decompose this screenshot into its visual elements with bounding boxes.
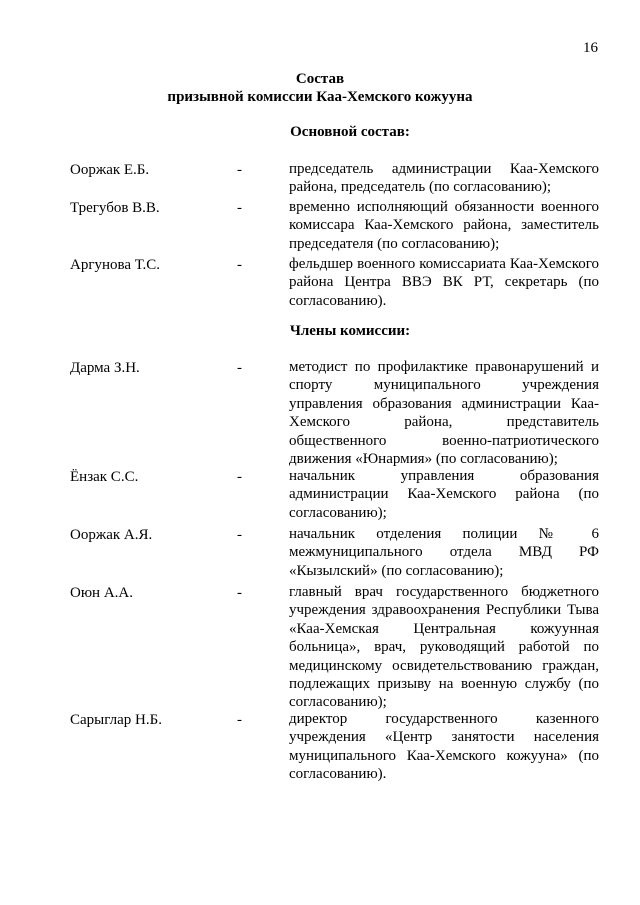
member-description: начальник управления образования администрации Каа-Хемского района (по согласованию);	[289, 468, 599, 521]
document-subtitle: призывной комиссии Каа-Хемского кожууна	[167, 89, 473, 105]
member-name: Дарма З.Н.	[70, 360, 140, 376]
member-dash: -	[237, 469, 242, 485]
member-dash: -	[237, 162, 242, 178]
member-description: временно исполняющий обязанности военного комиссара Каа-Хемского района, заместитель председателя (по согласованию);	[289, 199, 599, 252]
member-description: главный врач государственного бюджетного учреждения здравоохранения Республики Тыва «Каа-Хемская Центральная кожуунная больница», врач, руководящий работой по медицинскому освидетельствованию граждан, подлежащих призыву на военную службу (по согласованию);	[289, 584, 599, 711]
member-description: начальник отделения полиции № 6 межмуниципального отдела МВД РФ «Кызылский» (по согласованию);	[289, 526, 599, 579]
member-dash: -	[237, 200, 242, 216]
member-name: Ооржак А.Я.	[70, 527, 153, 543]
member-description: методист по профилактике правонарушений и спорту муниципального учреждения управления образования администрации Каа-Хемского района, представитель общественного военно-патриотического движения «Юнармия» (по согласованию);	[289, 359, 599, 468]
member-description: директор государственного казенного учреждения «Центр занятости населения муниципального Каа-Хемского кожууна» (по согласованию).	[289, 711, 599, 783]
member-dash: -	[237, 585, 242, 601]
member-dash: -	[237, 527, 242, 543]
main-composition-heading: Основной состав:	[290, 124, 410, 140]
document-title: Состав	[295, 71, 345, 87]
commission-members-heading: Члены комиссии:	[289, 323, 411, 339]
member-name: Трегубов В.В.	[70, 200, 160, 216]
member-name: Аргунова Т.С.	[70, 257, 160, 273]
member-dash: -	[237, 712, 242, 728]
member-name: Оюн А.А.	[70, 585, 133, 601]
member-name: Ёнзак С.С.	[70, 469, 139, 485]
member-name: Ооржак Е.Б.	[70, 162, 150, 178]
member-name: Сарыглар Н.Б.	[70, 712, 162, 728]
member-dash: -	[237, 257, 242, 273]
member-description: председатель администрации Каа-Хемского района, председатель (по согласованию);	[289, 161, 599, 196]
page-number: 16	[583, 40, 598, 56]
member-description: фельдшер военного комиссариата Каа-Хемского района Центра ВВЭ ВК РТ, секретарь (по согласованию).	[289, 256, 599, 309]
member-dash: -	[237, 360, 242, 376]
